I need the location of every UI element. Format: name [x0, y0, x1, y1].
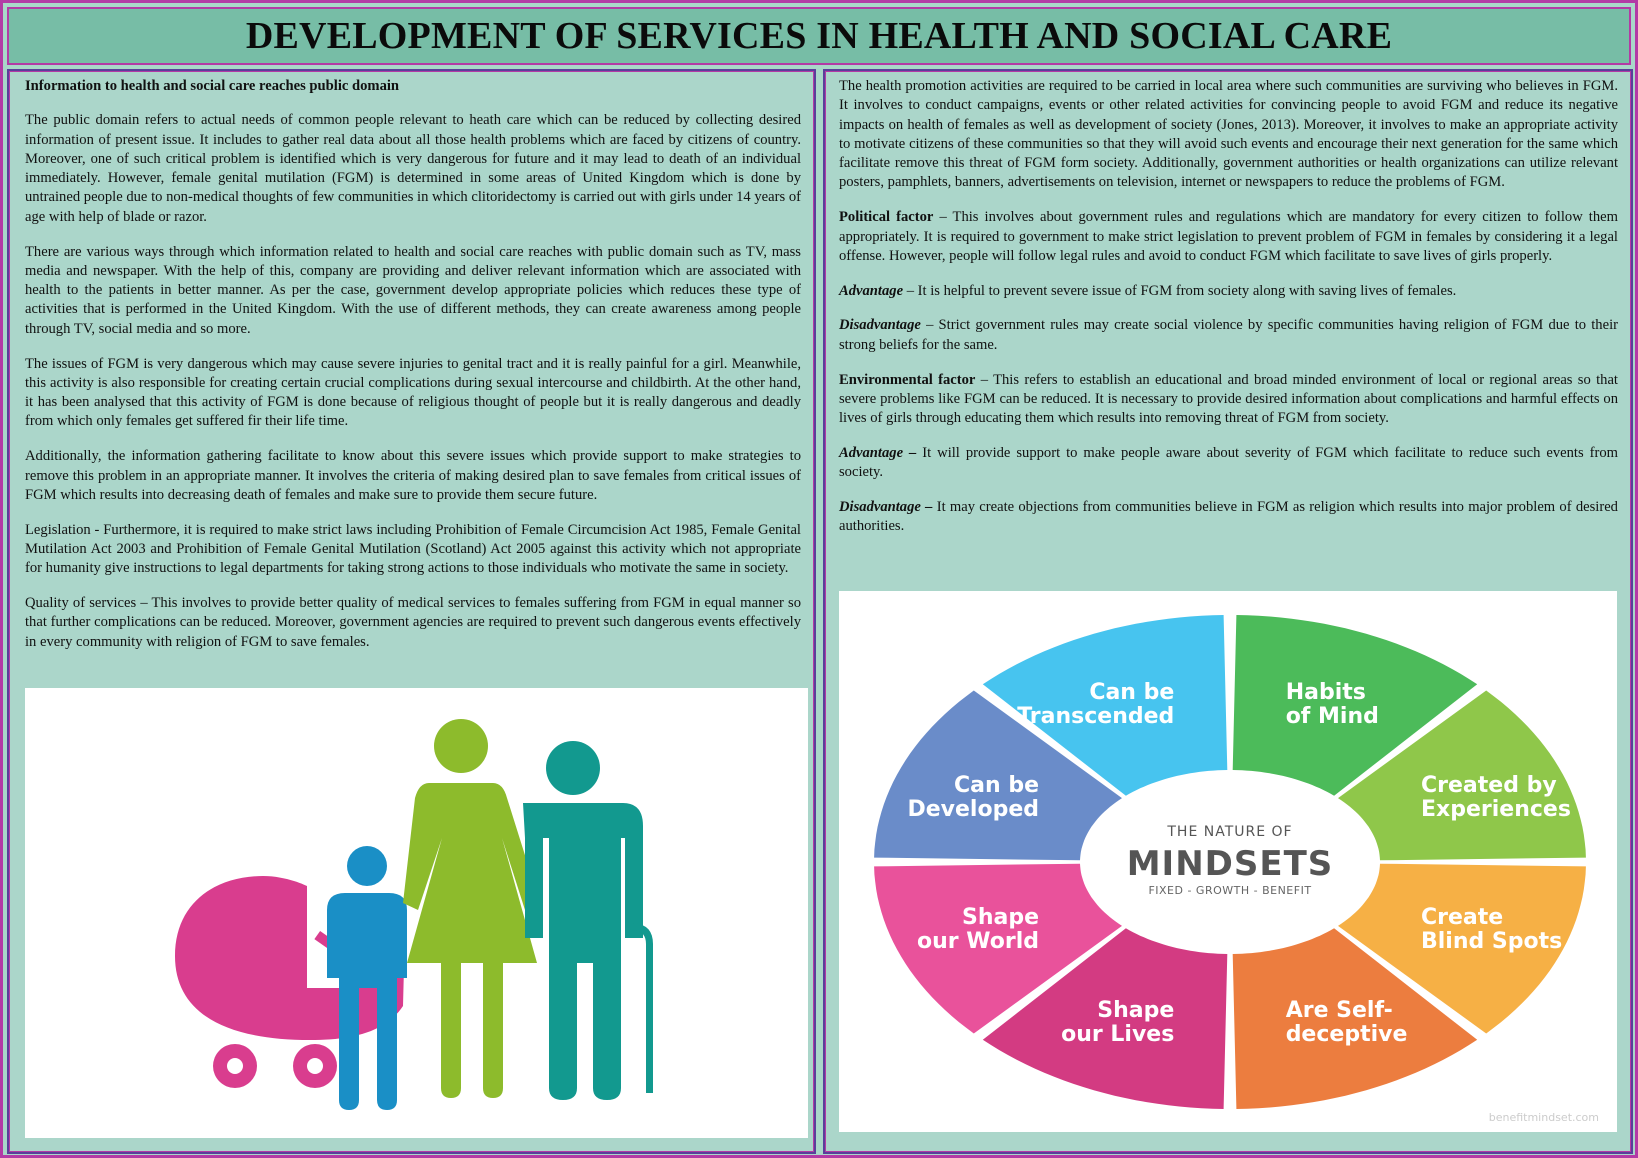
father-icon	[523, 741, 653, 1100]
mother-icon	[403, 719, 540, 1098]
left-paragraph-6: Quality of services – This involves to provide better quality of medical services to females suffering from FGM in equal manner so that further complications can be reduced. Moreover, government agencies are required to prevent such dangerous events effectively in every community with religion of FGM to save females.	[25, 595, 801, 650]
political-factor-label: Political factor	[839, 209, 934, 226]
advantage-2-paragraph	[839, 444, 1618, 483]
left-paragraph-2: There are various ways through which information related to health and social care reaches with public domain such as TV, mass media and newspaper. With the help of this, company are providing and deliver relevant information which are associated with health to the patients in better manner. As per the case, government develop appropriate policies which reduces these type of activities that is performed in the United Kingdom. With the use of different methods, they can create awareness among people through TV, social media and so more.	[25, 243, 801, 337]
family-icon	[25, 688, 808, 1138]
environmental-factor-text: – This refers to establish an educational and broad minded environment of local or regional areas so that severe problems like FGM can be reduced. It is necessary to provide desired information about complications and harmful effects on lives of girls through educating them which results into removing threat of FGM from society.	[839, 371, 1618, 427]
mindset-segment-label: Can be Transcended	[1017, 680, 1175, 730]
mindset-segment-label: Can be Developed	[907, 773, 1039, 823]
advantage-1-paragraph	[839, 282, 1618, 301]
family-illustration	[25, 688, 808, 1138]
left-paragraph-1: The public domain refers to actual needs of common people relevant to heath care which can be reduced by collecting desired information of present issue. It includes to gather real data about all those health problems which are faced by citizens of country. Moreover, one of such critical problem is identified which is very dangerous for future and it may lead to death of an individual immediately. However, female genital mutilation (FGM) is determined in some areas of United Kingdom which is done by untrained people due to non-medical thoughts of few communities in which clitoridectomy is carried out with girls under 14 years of age with help of blade or razor.	[25, 112, 801, 225]
left-paragraph-5: Legislation - Furthermore, it is required to make strict laws including Prohibition of Female Circumcision Act 1985, Female Genital Mutilation Act 2003 and Prohibition of Female Genital Mutilation (Scotland) Act 2005 against this activity which not appropriate for humanity give instructions to legal departments for taking strong actions to those individuals who motivate the same in society.	[25, 521, 801, 577]
disadvantage-1-paragraph	[839, 316, 1618, 355]
political-factor-text: – This involves about government rules and regulations which are mandatory for every citizen to follow them appropriately. It is required to government to make strict legislation to prevent problem of FGM in females by considering it a legal offense. However, people will follow legal rules and avoid to conduct FGM which facilitate to save lives of girls properly.	[839, 209, 1618, 264]
mindsets-infographic	[839, 591, 1617, 1132]
mindsets-credit: benefitmindset.com	[1488, 1111, 1599, 1124]
disadvantage-1-label: Disadvantage	[839, 317, 921, 334]
page-title: DEVELOPMENT OF SERVICES IN HEALTH AND SOCIAL CARE	[245, 15, 1393, 57]
mindset-segment-label: Create Blind Spots	[1421, 904, 1563, 954]
advantage-2-text: It will provide support to make people aware about severity of FGM which facilitate to reduce such events from society.	[839, 444, 1618, 481]
left-column	[7, 69, 816, 1154]
advantage-2-label: Advantage –	[839, 444, 917, 461]
mindsets-center-title: MINDSETS	[1126, 844, 1334, 884]
left-heading: Information to health and social care reaches public domain	[25, 78, 400, 94]
mindsets-center-subtitle: FIXED - GROWTH - BENEFIT	[1148, 884, 1312, 897]
title-bar	[7, 7, 1631, 65]
left-paragraph-4: Additionally, the information gathering facilitate to know about this severe issues which provide support to make strategies to remove this problem in an appropriate manner. It involves the criteria of making desired plan to save females from critical issues of FGM which results into decreasing death of females and make sure to provide them secure future.	[25, 448, 801, 503]
left-paragraph-3: The issues of FGM is very dangerous which may cause severe injuries to genital tract and it is really painful for a girl. Meanwhile, this activity is also responsible for creating certain crucial complications during sexual intercourse and childbirth. At the other hand, it has been analysed that this activity of FGM is done because of religious thought of people but it is really dangerous and deadly from which only females get suffered fir their life time.	[25, 355, 801, 430]
right-paragraph-1: The health promotion activities are required to be carried in local area where such communities are surviving who believes in FGM. It involves to conduct campaigns, events or other related activities for convincing people to avoid FGM and reduce its negative impacts on health of females as well as development of society (Jones, 2013). Moreover, it involves to make an appropriate activity to motivate citizens of these communities so that they will avoid such events and encourage their next generation for the same which facilitate remove this threat of FGM form society. Additionally, government authorities or health organizations can utilize relevant posters, pamphlets, banners, advertisements on television, internet or newspapers to reduce the problems of FGM.	[839, 78, 1618, 191]
mindsets-wheel	[839, 591, 1617, 1132]
disadvantage-2-text: It may create objections from communities believe in FGM as religion which results into major problem of desired authorities.	[839, 499, 1618, 535]
mindsets-center-top: THE NATURE OF	[1167, 824, 1293, 840]
mindset-segment-label: Habits of Mind	[1285, 680, 1379, 730]
advantage-1-label: Advantage	[839, 282, 904, 299]
disadvantage-2-paragraph	[839, 498, 1618, 537]
environmental-factor-paragraph	[839, 371, 1618, 429]
political-factor-paragraph	[839, 208, 1618, 266]
child-icon	[327, 846, 407, 1110]
disadvantage-2-label: Disadvantage –	[839, 499, 933, 516]
disadvantage-1-text: – Strict government rules may create social violence by specific communities having religion of FGM due to their strong beliefs for the same.	[839, 317, 1618, 353]
advantage-1-text: – It is helpful to prevent severe issue of FGM from society along with saving lives of females.	[903, 282, 1457, 299]
mindset-segment-label: Shape our World	[916, 904, 1039, 954]
mindset-segment-label: Created by Experiences	[1421, 773, 1571, 823]
mindset-segment-label: Are Self-deceptive	[1285, 997, 1408, 1047]
right-column	[823, 69, 1633, 1154]
environmental-factor-label: Environmental factor	[839, 371, 976, 388]
mindset-segment-label: Shape our Lives	[1061, 997, 1175, 1047]
